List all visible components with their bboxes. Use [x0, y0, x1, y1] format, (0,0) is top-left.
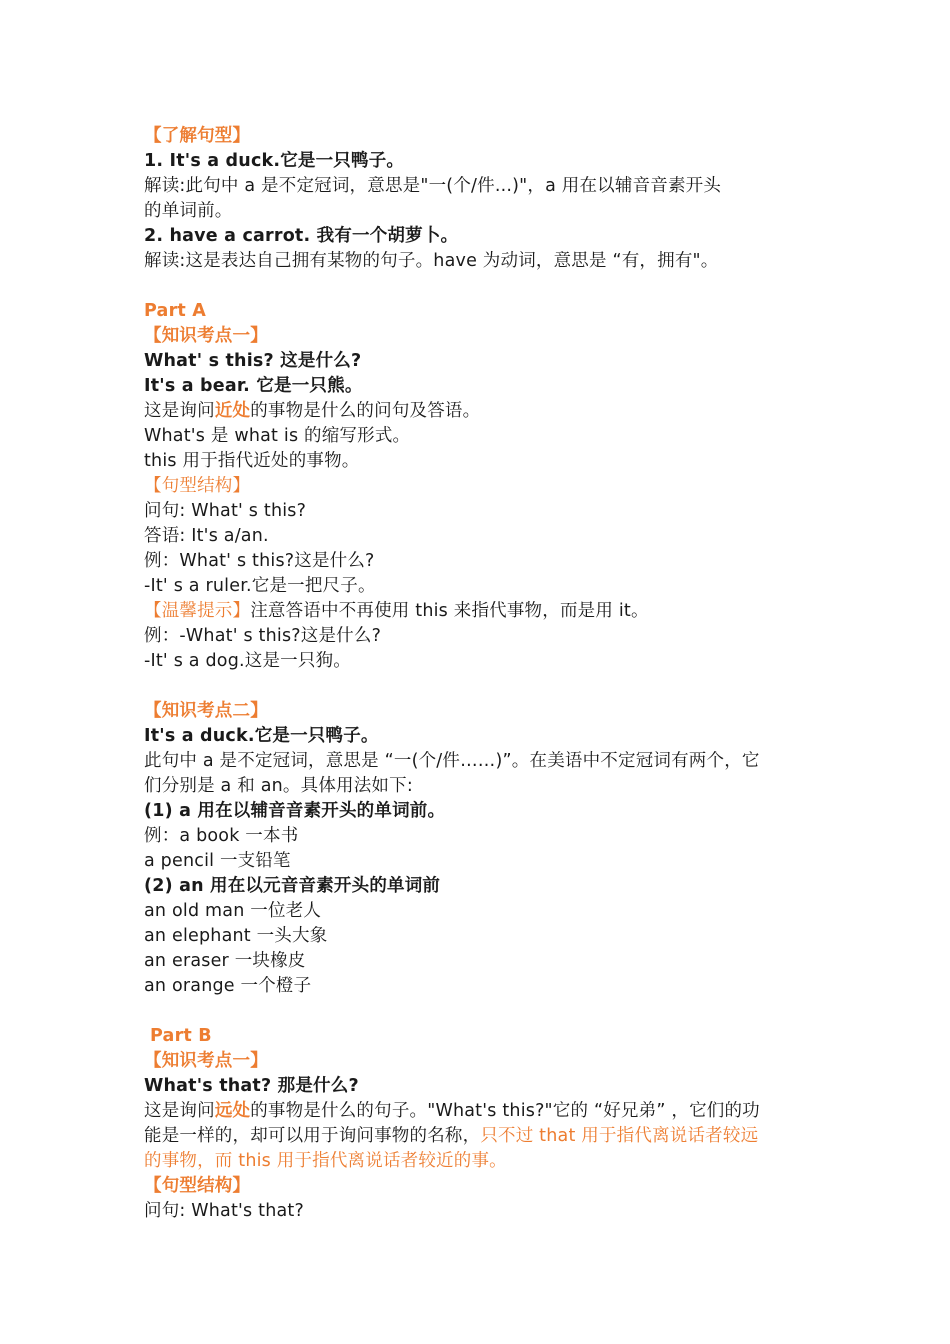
- part-a-example-2: 例：-What' s this?这是什么?: [144, 626, 382, 646]
- tip-label: 【温馨提示】: [144, 601, 251, 621]
- part-a-example-1-answer: -It' s a ruler.它是一把尺子。: [144, 576, 376, 596]
- sentence-2: 2. have a carrot. 我有一个胡萝卜。: [144, 226, 459, 246]
- part-b-title: Part B: [150, 1026, 212, 1046]
- part-a-structure-answer: 答语: It's a/an.: [144, 526, 269, 546]
- explanation-2: 解读:这是表达自己拥有某物的句子。have 为动词，意思是 “有，拥有"。: [144, 251, 719, 271]
- part-a-point-1-question: What' s this? 这是什么?: [144, 351, 362, 371]
- highlight-near: 近处: [214, 401, 251, 421]
- part-b-point-1-heading: 【知识考点一】: [144, 1051, 268, 1071]
- section-heading-understand-sentence: 【了解句型】: [144, 126, 251, 146]
- highlight-far: 远处: [214, 1101, 251, 1121]
- part-a-point-2-desc-2: 们分别是 a 和 an。具体用法如下:: [144, 776, 413, 796]
- rule-a-example-1: 例：a book 一本书: [144, 826, 299, 846]
- explanation-1-line-1: 解读:此句中 a 是不定冠词，意思是"一(个/件...)"，a 用在以辅音音素开头: [144, 176, 722, 196]
- part-b-structure-question: 问句: What's that?: [144, 1201, 304, 1221]
- document-content: [144, 124, 814, 1224]
- part-b-point-1-desc-2: [144, 1124, 814, 1149]
- part-a-title: Part A: [144, 301, 206, 321]
- rule-an-heading: (2) an 用在以元音音素开头的单词前: [144, 876, 441, 896]
- desc-text: 的事物是什么的问句及答语。: [250, 401, 481, 421]
- part-b-point-1-desc-1: [144, 1099, 814, 1124]
- desc-text: 能是一样的，却可以用于询问事物的名称，: [144, 1126, 481, 1146]
- part-a-point-1-heading: 【知识考点一】: [144, 326, 268, 346]
- part-a-point-1-desc-2: What's 是 what is 的缩写形式。: [144, 426, 411, 446]
- rule-an-example-1: an old man 一位老人: [144, 901, 322, 921]
- highlight-that-this: 只不过 that 用于指代离说话者较远: [480, 1126, 759, 1146]
- part-a-point-1-desc-1: [144, 399, 814, 424]
- part-a-structure-heading: 【句型结构】: [144, 476, 251, 496]
- part-b-structure-heading: 【句型结构】: [144, 1176, 251, 1196]
- part-a-structure-question: 问句: What' s this?: [144, 501, 307, 521]
- rule-a-heading: (1) a 用在以辅音音素开头的单词前。: [144, 801, 446, 821]
- part-a-example-1: 例：What' s this?这是什么?: [144, 551, 375, 571]
- part-a-point-1-desc-3: this 用于指代近处的事物。: [144, 451, 360, 471]
- rule-a-example-2: a pencil 一支铅笔: [144, 851, 291, 871]
- part-a-point-2-heading: 【知识考点二】: [144, 701, 268, 721]
- spacer: [144, 674, 814, 699]
- part-a-example-2-answer: -It' s a dog.这是一只狗。: [144, 651, 351, 671]
- part-b-point-1-question: What's that? 那是什么?: [144, 1076, 359, 1096]
- explanation-1-line-2: 的单词前。: [144, 201, 233, 221]
- part-a-point-2-desc-1: 此句中 a 是不定冠词，意思是 “一(个/件……)”。在美语中不定冠词有两个，它: [144, 751, 760, 771]
- desc-text: 的事物是什么的句子。"What's this?"它的 “好兄弟” ，它们的功: [250, 1101, 760, 1121]
- part-b-point-1-desc-3: 的事物，而 this 用于指代离说话者较近的事。: [144, 1151, 507, 1171]
- desc-text: 这是询问: [144, 1101, 215, 1121]
- part-a-point-2-sentence: It's a duck.它是一只鸭子。: [144, 726, 379, 746]
- sentence-1: 1. It's a duck.它是一只鸭子。: [144, 151, 405, 171]
- spacer: [144, 999, 814, 1024]
- rule-an-example-2: an elephant 一头大象: [144, 926, 328, 946]
- desc-text: 这是询问: [144, 401, 215, 421]
- part-a-point-1-answer: It's a bear. 它是一只熊。: [144, 376, 363, 396]
- spacer: [144, 274, 814, 299]
- rule-an-example-3: an eraser 一块橡皮: [144, 951, 306, 971]
- part-a-tip: [144, 599, 814, 624]
- tip-text: 注意答语中不再使用 this 来指代事物，而是用 it。: [250, 601, 649, 621]
- rule-an-example-4: an orange 一个橙子: [144, 976, 312, 996]
